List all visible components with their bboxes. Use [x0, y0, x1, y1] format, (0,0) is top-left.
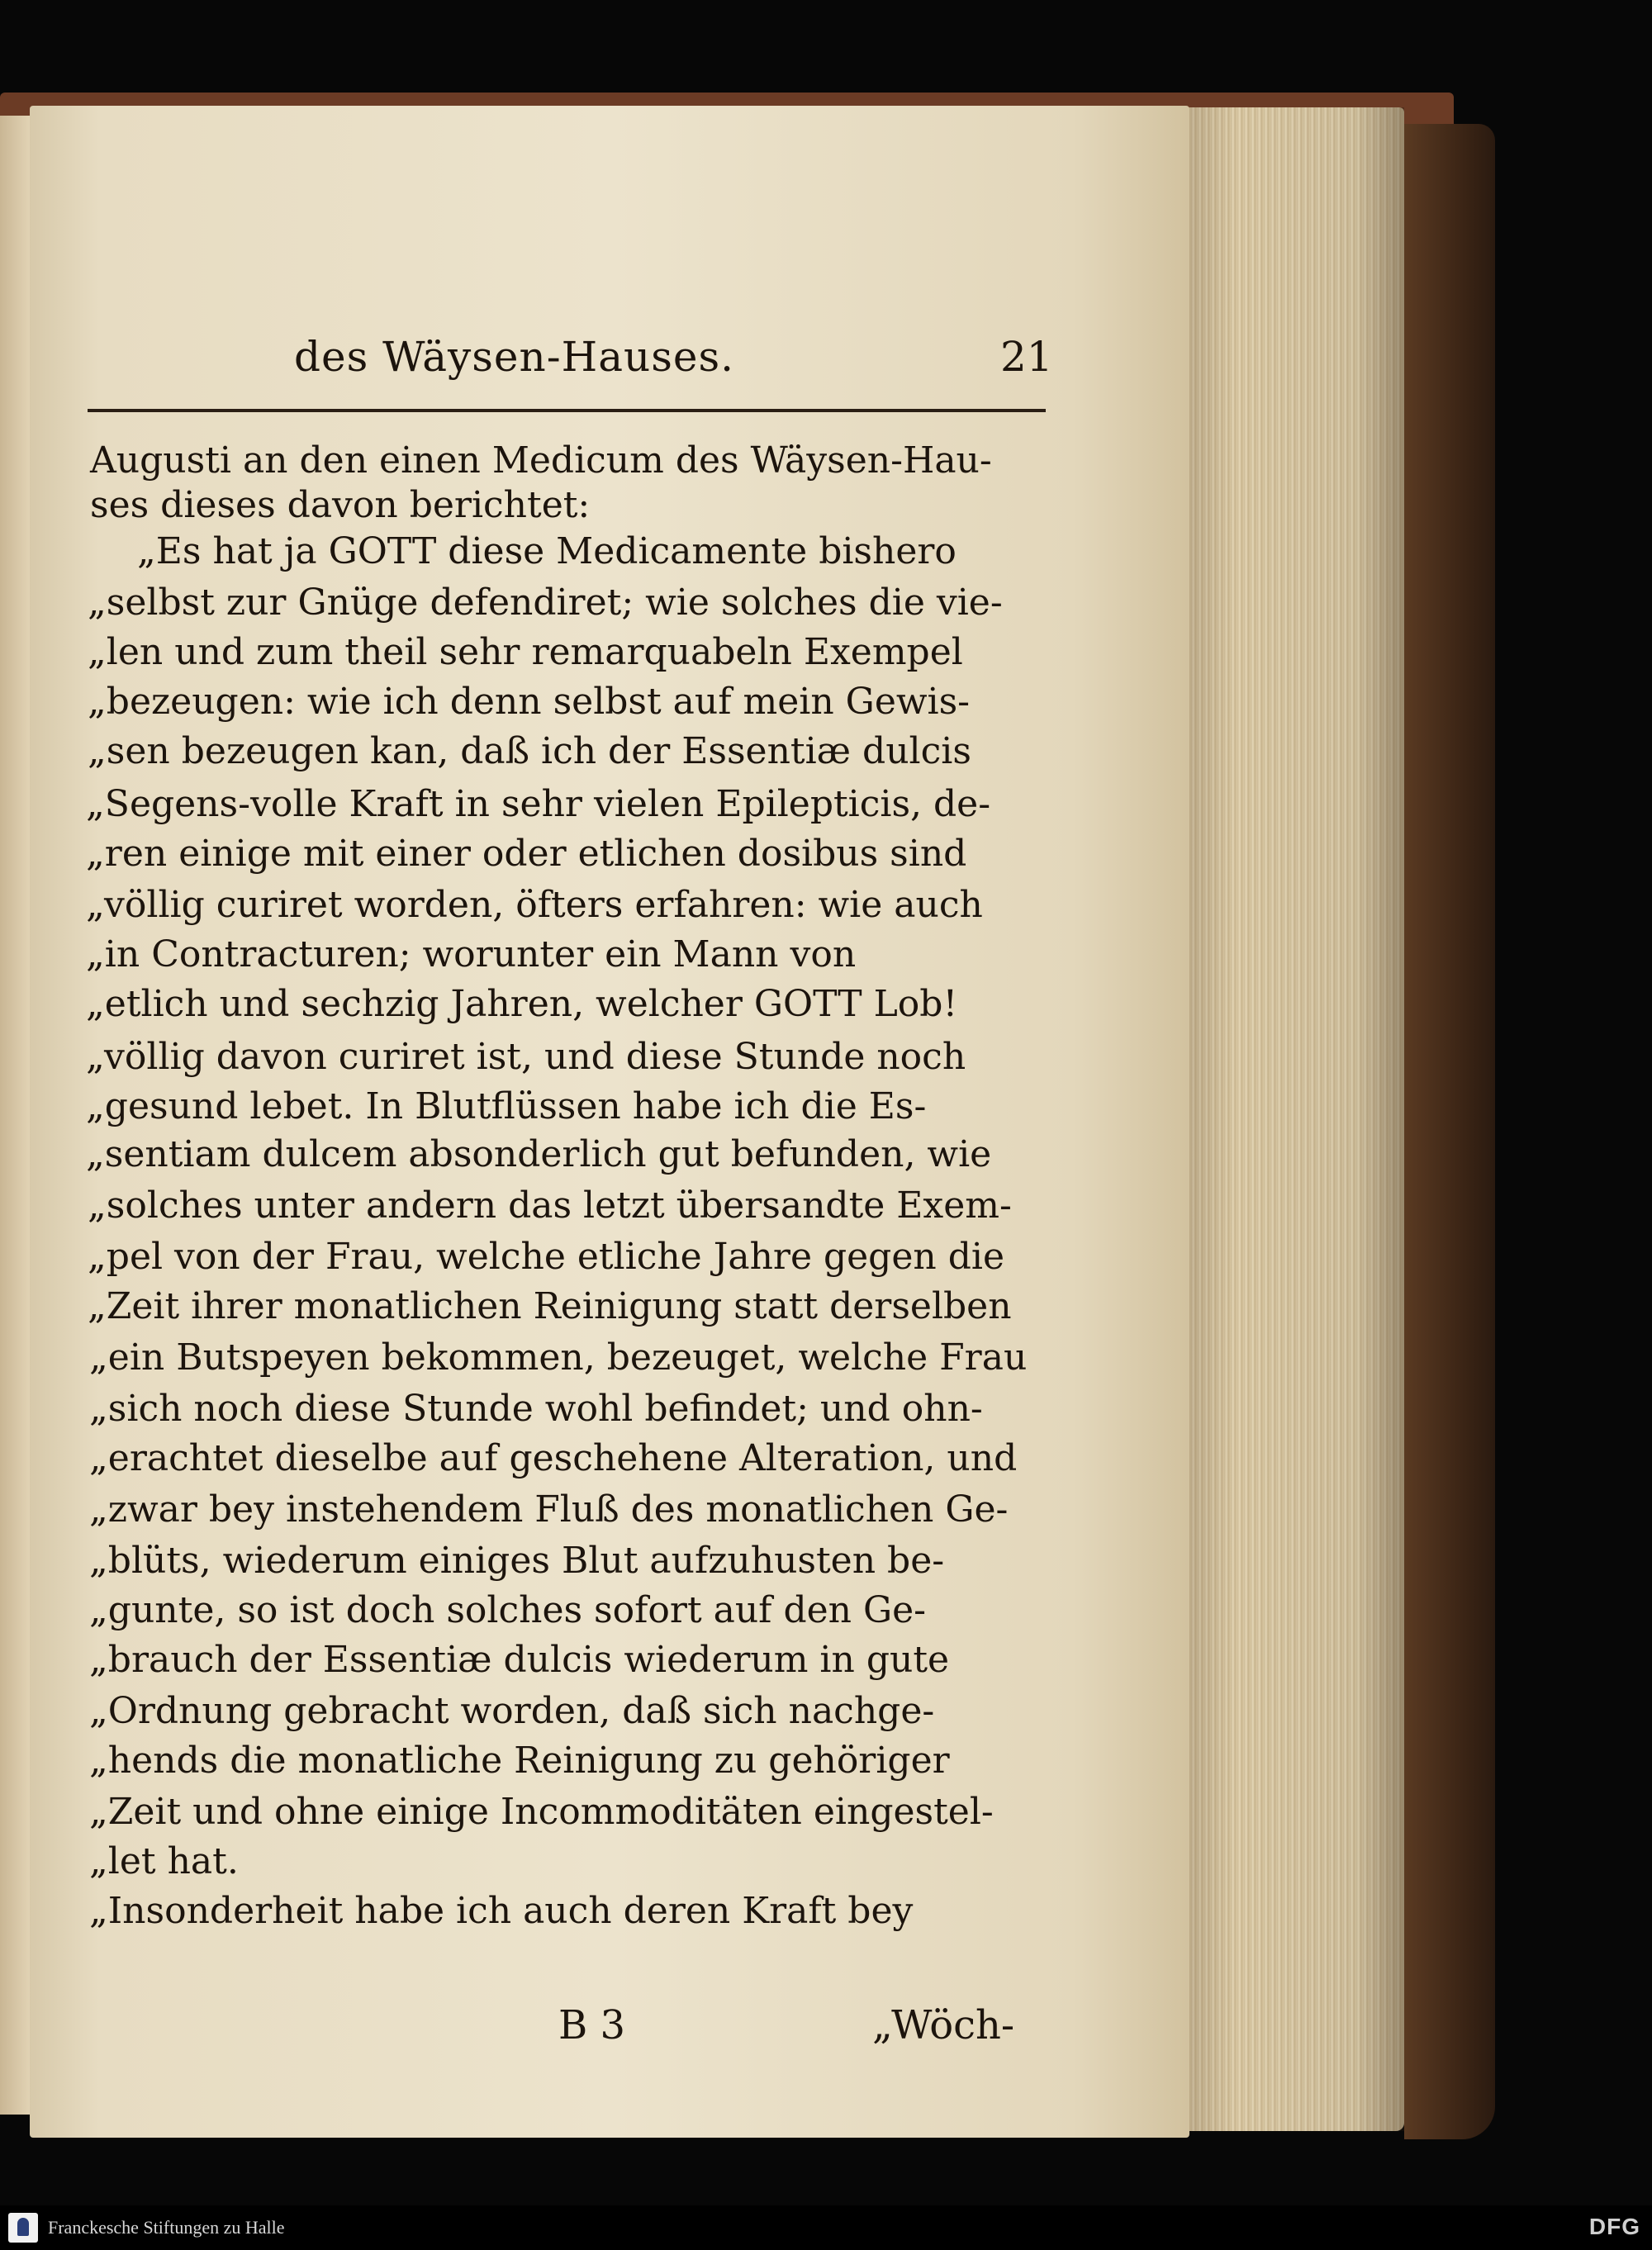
text-line: „sen bezeugen kan, daß ich der Essentiæ dulcis — [88, 730, 971, 772]
text-line: „gunte, so ist doch solches sofort auf den Ge- — [89, 1589, 927, 1631]
text-line: „Segens-volle Kraft in sehr vielen Epilepticis, de- — [86, 783, 991, 825]
text-line: „ren einige mit einer oder etlichen dosibus sind — [86, 833, 967, 875]
page-text — [30, 106, 1189, 2138]
text-line: „etlich und sechzig Jahren, welcher GOTT Lob! — [86, 983, 958, 1025]
text-line: „pel von der Frau, welche etliche Jahre gegen die — [88, 1236, 1004, 1278]
text-line: „Es hat ja GOTT diese Medicamente bishero — [137, 530, 957, 572]
running-head: des Wäysen-Hauses. — [294, 333, 735, 381]
text-line: „selbst zur Gnüge defendiret; wie solches die vie- — [88, 581, 1003, 624]
text-line: „sich noch diese Stunde wohl befindet; und ohn- — [89, 1388, 983, 1430]
text-line: ses dieses davon berichtet: — [90, 484, 591, 526]
catchword: „Wöch- — [872, 2002, 1015, 2048]
text-line: „Zeit ihrer monatlichen Reinigung statt derselben — [88, 1285, 1012, 1327]
text-line: „blüts, wiederum einiges Blut aufzuhusten be- — [89, 1540, 945, 1582]
dfg-mark: DFG — [1588, 2214, 1640, 2239]
text-line: „zwar bey instehendem Fluß des monatlichen Ge- — [89, 1488, 1009, 1531]
text-line: Augusti an den einen Medicum des Wäysen-Hau- — [90, 439, 992, 482]
signature-mark: B 3 — [558, 2002, 626, 2048]
text-line: „in Contracturen; worunter ein Mann von — [86, 933, 857, 975]
text-line: „len und zum theil sehr remarquabeln Exempel — [88, 631, 963, 673]
text-line: „solches unter andern das letzt übersandte Exem- — [88, 1184, 1012, 1227]
text-line: „völlig curiret worden, öfters erfahren: wie auch — [86, 884, 983, 926]
header-rule — [88, 409, 1046, 412]
text-line: „bezeugen: wie ich denn selbst auf mein Gewis- — [88, 681, 971, 723]
text-line: „hends die monatliche Reinigung zu gehöriger — [89, 1740, 950, 1782]
text-line: „völlig davon curiret ist, und diese Stunde noch — [86, 1036, 966, 1078]
text-line: „erachtet dieselbe auf geschehene Alteration, und — [89, 1437, 1018, 1479]
text-line: „Insonderheit habe ich auch deren Kraft bey — [89, 1890, 914, 1932]
institution-logo-icon — [8, 2213, 38, 2243]
book-page — [30, 106, 1189, 2138]
text-line: „let hat. — [89, 1840, 239, 1882]
text-line: „ein Butspeyen bekommen, bezeuget, welche Frau — [89, 1336, 1028, 1379]
text-line: „Zeit und ohne einige Incommoditäten eingestel- — [89, 1791, 994, 1833]
text-line: „gesund lebet. In Blutflüssen habe ich die Es- — [86, 1085, 927, 1127]
facing-page-edge — [0, 116, 33, 2115]
institution-name: Franckesche Stiftungen zu Halle — [48, 2217, 285, 2238]
book-cover-right — [1404, 124, 1495, 2139]
text-line: „Ordnung gebracht worden, daß sich nachge- — [89, 1690, 935, 1732]
viewer-footer — [0, 2205, 1652, 2250]
page-number: 21 — [1000, 333, 1053, 381]
text-line: „sentiam dulcem absonderlich gut befunden, wie — [86, 1133, 992, 1175]
fore-edge-shading — [1165, 107, 1404, 2131]
text-line: „brauch der Essentiæ dulcis wiederum in gute — [89, 1639, 950, 1681]
